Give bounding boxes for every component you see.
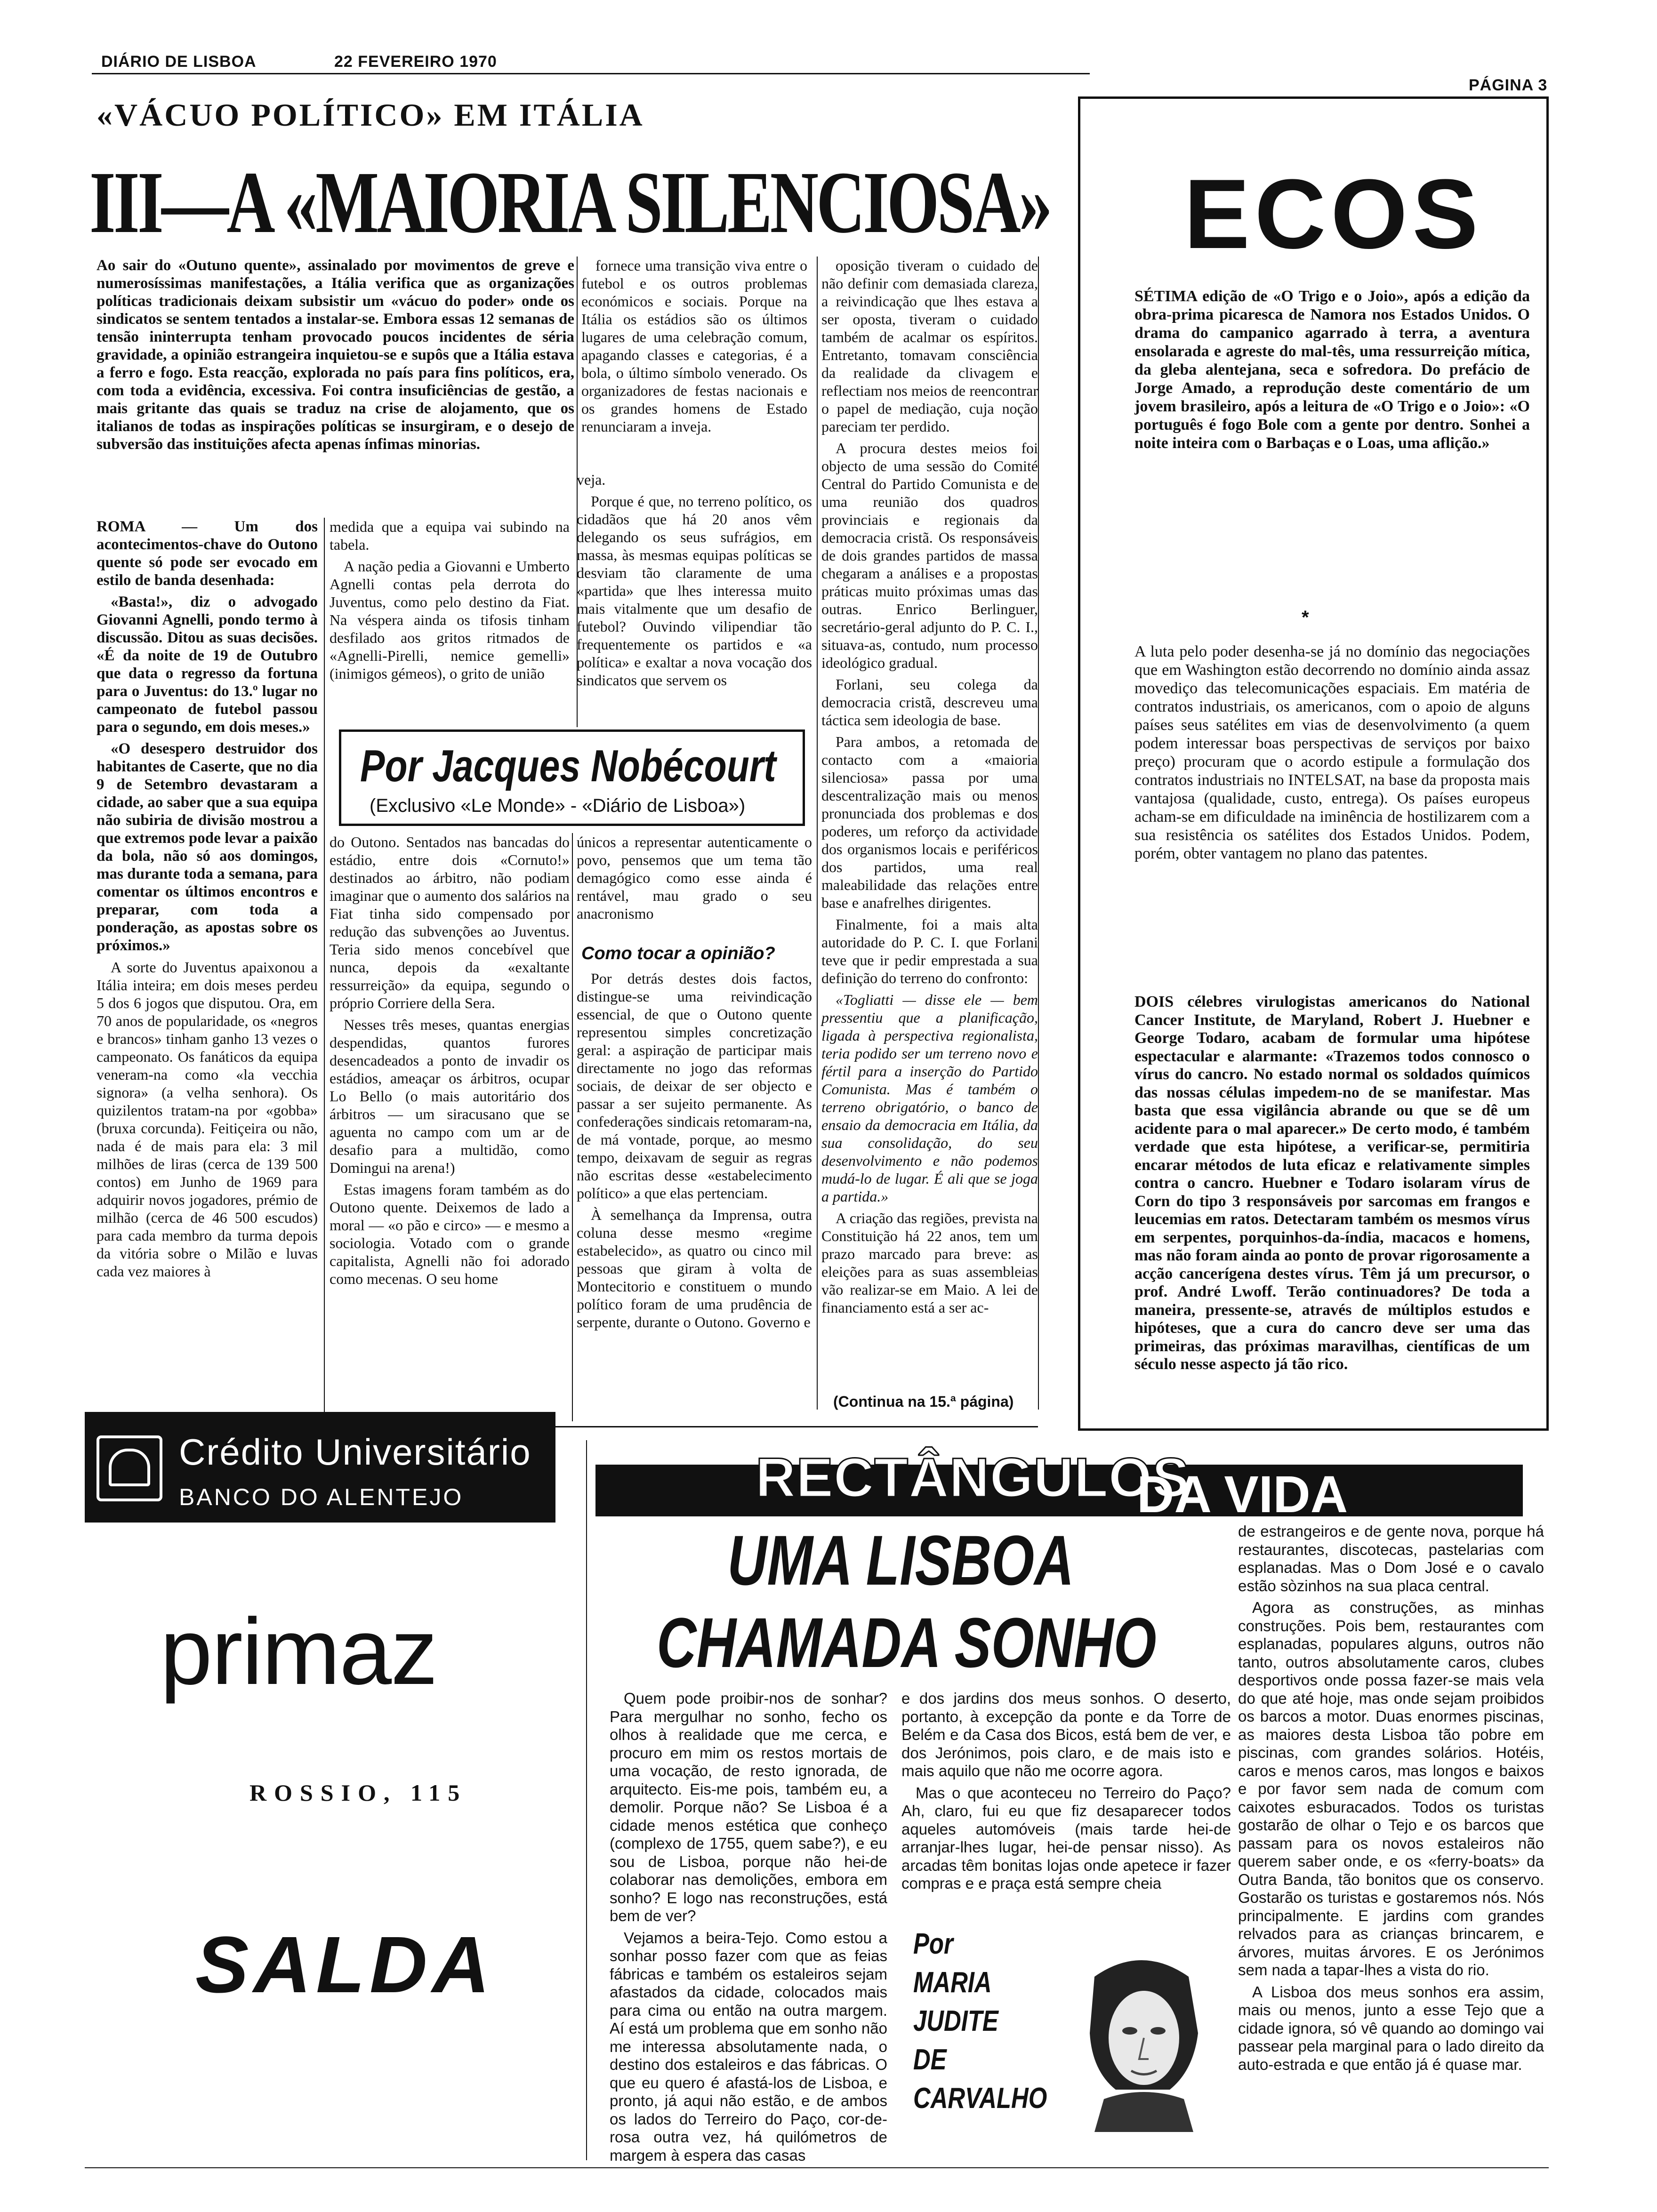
ecos-item-2: A luta pelo poder desenha-se já no domínio das negociações que em Washington estão decorrendo no domínio ainda assaz movediço das telecomunicações espaciais. Em matéria de contratos industriais, os americanos, com o apoio de alguns países seus satélites em vias de desenvolvimento (a quem podem interessar boas perspectivas de serviços por baixo preço) procuram que o acordo estipule a formulação dos contratos industriais no INTELSAT, na base da proposta mais vantajosa (qualidade, custo, entrega). Os países europeus acham-se em dificuldade na iminência de hostilizarem com a sua resistência os satélites dos Estados Unidos. Podem, porém, obter vantagem no plano das patentes. [1134, 643, 1530, 862]
primaz-ad [94, 1534, 565, 2010]
paragraph: veja. [577, 471, 606, 488]
bank-logo-mark [109, 1449, 150, 1486]
paragraph: ROMA — Um dos acontecimentos-chave do Outono quente só pode ser evocado em estilo de banda desenhada: [97, 518, 318, 589]
column-rule [324, 518, 325, 1424]
paragraph: e dos jardins dos meus sonhos. O deserto, portanto, à excepção da ponte e da Torre de Belém e da Casa dos Bicos, está bem de ver, e dos Jerónimos, pois claro, e de mais isto e mais aquilo que não me ocorre agora. [901, 1690, 1231, 1779]
paragraph: Finalmente, foi a mais alta autoridade do P. C. I. que Forlani teve que ir pedir emprestada a sua definição do terreno do confronto: [821, 916, 1038, 986]
paper-name: DIÁRIO DE LISBOA [101, 53, 257, 71]
column-rule [1038, 256, 1039, 1410]
paragraph: A criação das regiões, prevista na Constituição há 22 anos, tem um prazo marcado para breve: as eleições para as suas assembleias vão realizar-se em Maio. A lei de financiamento está a ser ac- [821, 1210, 1038, 1316]
star-separator: * [1302, 607, 1309, 628]
byline-line: CARVALHO [913, 2082, 1047, 2115]
section-subhead: Como tocar a opinião? [581, 944, 775, 963]
paragraph: Porque é que, no terreno político, os cidadãos que há 20 anos vêm delegando os seus sufrágios, em massa, às mesmas equipas políticas se desviam tão claramente de uma «partida» que lhes interessa muito mais vitalmente que um desafio de futebol? Ouvindo vilipendiar tão frequentemente os partidos e «a política» e exaltar a nova vocação dos sindicatos que servem os [577, 493, 812, 689]
paragraph: Estas imagens foram também as do Outono quente. Deixemos de lado a moral — «o pão e circo» — e mesmo a sociologia. Votado com o grande capitalista, Agnelli não foi adorado como mecenas. O seu home [330, 1181, 570, 1287]
ad-divider [586, 1440, 587, 2160]
page-bottom-rule [85, 2167, 1549, 2168]
rect-byline [913, 1925, 1047, 2118]
paragraph: Vejamos a beira-Tejo. Como estou a sonhar posso fazer com que as feias fábricas e também os estaleiros sejam afastados da cidade, colocados mais para cima ou então na outra margem. Aí está um problema que em sonho não me interessa absolutamente nada, o destino dos estaleiros e das fábricas. O que eu quero é afastá-los de Lisboa, e pronto, já aqui não estão, e de ambos os lados do Terreiro do Paço, cor-de-rosa outra vez, há quilómetros de margem à espera das casas [610, 1929, 887, 2164]
paragraph: «Basta!», diz o advogado Giovanni Agnelli, pondo termo à discussão. Ditou as suas decisões. «É da noite de 19 de Outubro que data o regresso da fortuna para o Juventus: do 13.º lugar no campeonato de futebol passou para o segundo, em dois meses.» [97, 593, 318, 736]
bank-slogan: Crédito Universitário [179, 1431, 531, 1473]
article-title: III—A «MAIORIA SILENCIOSA» [89, 153, 1051, 251]
byline-line: MARIA [913, 1966, 992, 1999]
ecos-item-3: DOIS célebres virulogistas americanos do National Cancer Institute, de Maryland, Robert J. Huebner e George Todaro, acabam de formular uma hipótese espectacular e alarmante: «Trazemos todos connosco o vírus do cancro. No estado normal os soldados químicos das nossas células impedem-no de se manifestar. Mas basta que essa vigilância abrande ou que se dê um acidente para o mal aparecer.» De certo modo, é também verdade que esta hipótese, a verificar-se, permitiria encarar métodos de luta eficaz e relativamente simples contra o cancro. Huebner e Todaro isolaram vírus de Corn do tipo 3 responsáveis por sarcomas em frangos e leucemias em ratos. Detectaram também os mesmos vírus em serpentes, porquinhos-da-índia, macacos e homens, mas não foram ainda ao ponto de provar rigorosamente a acção cancerígena destes vírus. Têm já um precursor, o prof. André Lwoff. Terão continuadores? De toda a maneira, pressente-se, através de múltiplos estudos e hipóteses, que a cura do cancro deve ser uma das primeiras, das próximas maravilhas, científicas de um século nesse aspecto já tão rico. [1134, 993, 1530, 1373]
rect-column-1 [610, 1690, 887, 2164]
paragraph: do Outono. Sentados nas bancadas do estádio, entre dois «Cornuto!» destinados ao árbitro, não podiam imaginar que o aumento dos salários na Fiat tinha sido compensado por redução das subvenções ao Juventus. Teria sido menos concebível que nunca, depois da «exaltante ressurreição» da equipa, segundo o próprio Corriere della Sera. [330, 834, 570, 1011]
paragraph: medida que a equipa vai subindo na tabela. [330, 518, 570, 553]
byline-line: JUDITE [913, 2005, 998, 2037]
rect-column-3 [1238, 1523, 1544, 2163]
ecos-box [1078, 96, 1549, 1431]
paragraph: A procura destes meios foi objecto de uma sessão do Comité Central do Partido Comunista e de uma reunião dos quadros provinciais e regionais da democracia cristã. Os responsáveis de dois grandes partidos de massa chegaram a análises e a propostas práticas muito próximas umas das outras. Enrico Berlinguer, secretário-geral adjunto do P. C. I., situava-as, contudo, num processo ideológico gradual. [821, 440, 1038, 671]
rect-title-2: CHAMADA SONHO [657, 1603, 1157, 1682]
paragraph: Forlani, seu colega da democracia cristã, descreveu uma táctica sem ideologia de base. [821, 676, 1038, 729]
paragraph: Nesses três meses, quantas energias despendidas, quantos furores desencadeados a ponto de invadir os estádios, ameaçar os árbitros, ocupar Lo Bello (o mais autoritário dos árbitros — um siracusano que se aguenta no campo com um ar de desafio para a multidão, como Domingui na arena!) [330, 1016, 570, 1176]
ecos-item-1: SÉTIMA edição de «O Trigo e o Joio», após a edição da obra-prima picaresca de Namora nos Estados Unidos. O drama do campanico agarrado à terra, a aventura ensolarada e agreste do mal-tês, uma ressurreição mítica, da gleba alentejana, seca e sofredora. Do prefácio de Jorge Amado, a reprodução deste comentário de um jovem brasileiro, após a leitura de «O Trigo e o Joio»: «O português é fogo Bole com a gente por dentro. Sonhei a noite inteira com o Barbaças e o Loas, uma aflição.» [1134, 288, 1530, 452]
page-number: PÁGINA 3 [1469, 76, 1548, 94]
article-column-2-mid [330, 518, 570, 725]
paragraph: Por detrás destes dois factos, distingue-se uma reivindicação essencial, de que o Outono quente representou simples concretização geral: a aspiração de participar mais directamente no jogo das reformas sociais, de deixar de ser objecto e passar a ser sujeito permanente. As confederações sindicais retomaram-na, de má vontade, porque, ao mesmo tempo, deixavam de seguir as regras não escritas desse «estabelecimento político» a que elas pertenciam. [577, 970, 812, 1202]
article-column-3-end [577, 970, 812, 1421]
primaz-brand: primaz [160, 1599, 437, 1704]
paragraph: Agora as construções, as minhas construções. Pois bem, restaurantes com esplanadas, populares alguns, outros não tanto, outros absolutamente caros, clubes desportivos onde possa fazer-se mais vela do que até hoje, mas onde sejam proibidos os barcos a motor. Duas enormes piscinas, as maiores desta Lisboa tão pobre em piscinas, com grandes solários. Hotéis, caros e menos caros, mas longos e baixos e por favor sem nada de comum com caixotes esburacados. Todos os turistas gostarão de olhar o Tejo e os barcos que passam para os novos estaleiros não querem saber onde, e os «ferry-boats» da Outra Banda, tão bonitos que os conservo. Gostarão os turistas e gostaremos nós. Nós principalmente. E jardins com grandes relvados para as crianças brincarem, e árvores, muitas árvores. E os Jerónimos sem nada a tapar-lhes a vista do rio. [1238, 1599, 1544, 1979]
primaz-address: ROSSIO, 115 [249, 1779, 467, 1806]
paragraph: Mas o que aconteceu no Terreiro do Paço? Ah, claro, fui eu que fiz desaparecer todos aqueles automóveis (mais tarde hei-de arranjar-lhes lugar, hei-de pensar nisso). As arcadas têm bonitas lojas onde apetece ir fazer compras e e praça está sempre cheia [901, 1784, 1231, 1892]
rect-banner [595, 1446, 1523, 1523]
article-column-2-bottom [330, 833, 570, 1421]
rect-banner-right: DA VIDA [1137, 1466, 1348, 1523]
article-column-1 [97, 518, 318, 1424]
paragraph: «Togliatti — disse ele — bem pressentiu que a planificação, ligada à perspectiva regionalista, teria podido ser um terreno novo e fértil para a inserção do Partido Comunista. Mas é também o terreno obrigatório, o banco de ensaio da democracia em Itália, da sua consolidação, do seu desenvolvimento e não podemos mudá-lo de lugar. É ali que se joga a partida.» [821, 991, 1038, 1205]
header-rule [92, 73, 1090, 74]
paragraph: oposição tiveram o cuidado de não definir com demasiada clareza, a reivindicação que lhes estava a ser oposta, tiveram o cuidado também de acalmar os espíritos. Entretanto, tomavam consciência da realidade da clivagem e reflectiam nos meios de reencontrar o papel de mediação, cuja noção pareciam ter perdido. [821, 257, 1038, 435]
paragraph: À semelhança da Imprensa, outra coluna desse mesmo «regime estabelecido», as quatro ou cinco mil pessoas que giram à volta de Montecitorio e constituem o mundo político foram de uma prudência de serpente, durante o Outono. Governo e [577, 1206, 812, 1330]
ecos-title: ECOS [1184, 159, 1483, 269]
rect-column-2 [901, 1690, 1231, 1911]
byline-source: (Exclusivo «Le Monde» - «Diário de Lisboa») [370, 795, 746, 816]
paragraph: Para ambos, a retomada de contacto com a «maioria silenciosa» passa por uma descentralização mais ou menos pronunciada dos problemas e dos poderes, um reforço da actividade dos organismos locais e periféricos dos partidos, uma real maleabilidade das relações entre base e anafrelhes dirigentes. [821, 733, 1038, 911]
byline-author: Por Jacques Nobécourt [360, 741, 776, 791]
byline-line: DE [913, 2044, 947, 2076]
paragraph: «O desespero destruidor dos habitantes de Caserte, que no dia 9 de Setembro devastaram a cidade, ao saber que a sua equipa não subiria de divisão mostrou a que extremos pode levar a paixão da bola, não só aos domingos, mas durante toda a semana, para comentar os últimos encontros e preparar, com toda a ponderação, as apostas sobre os próximos.» [97, 740, 318, 954]
article-column-3-mid [577, 471, 812, 725]
column-rule [817, 256, 818, 1410]
issue-date: 22 FEVEREIRO 1970 [334, 53, 497, 71]
bank-logo [97, 1435, 162, 1501]
byline-box [339, 729, 805, 826]
paragraph: A sorte do Juventus apaixonou a Itália inteira; em dois meses perdeu 5 dos 6 jogos que disputou. Ora, em 70 anos de popularidade, os «negros e brancos» tinham ganho 13 vezes o campeonato. Os fanáticos da equipa veneram-na como «la vecchia signora» (a velha senhora). Os quizilentos tratam-na por «gobba» (bruxa corcunda). Feitiçeira ou não, nada é de mais para ela: 3 mil milhões de liras (cerca de 139 500 contos) em Junho de 1969 para adquirir novos jogadores, prémio de milhão (cerca de 46 500 escudos) para cada membro da turma depois da vitória sobre o Milão e luvas cada vez maiores à [97, 959, 318, 1280]
article-column-3-top [821, 256, 1038, 1316]
paragraph: de estrangeiros e de gente nova, porque há restaurantes, discotecas, pastelarias com esplanadas. Mas o Dom José e o cavalo estão sòzinhos na sua placa central. [1238, 1523, 1544, 1595]
column-rule [572, 833, 573, 1421]
continued-note: (Continua na 15.ª página) [833, 1393, 1014, 1410]
rect-banner-left: RECTÂNGULOS [756, 1447, 1190, 1509]
byline-line: Por [913, 1928, 953, 1960]
paragraph: fornece uma transição viva entre o futebol e os outros problemas económicos e sociais. Porque na Itália os estádios são os últimos lugares de uma celebração comum, apagando classes e categorias, é a bola, o último símbolo venerado. Os organizadores de festas nacionais e os grandes homens de Estado renunciaram a inveja. [581, 257, 807, 435]
bank-banner [85, 1412, 555, 1523]
paragraph: A Lisboa dos meus sonhos era assim, mais ou menos, junto a esse Tejo que a cidade ignora, só vê quando ao domingo vai passear pela marginal para o lado direito da auto-estrada e que então já é quase mar. [1238, 1983, 1544, 2073]
rect-title-1: UMA LISBOA [727, 1521, 1074, 1600]
bank-name: BANCO DO ALENTEJO [179, 1484, 464, 1510]
paragraph: A nação pedia a Giovanni e Umberto Agnelli contas pela derrota do Juventus, como pelo destino da Fiat. Na véspera ainda os tifosis tinham desfilado aos gritos ritmados de «Agnelli-Pirelli, nemice gemelli» (inimigos gémeos), o grito de união [330, 558, 570, 682]
paragraph: Quem pode proibir-nos de sonhar? Para mergulhar no sonho, fecho os olhos à realidade que me cerca, e procuro em mim os restos mortais de uma vocação, de resto ignorada, de arquitecto. Eis-me pois, também eu, a demolir. Porque não? Se Lisboa é a cidade menos estética que conheço (complexo de 1755, quem sabe?), e eu sou de Lisboa, porque não hei-de colaborar nas demolições, embora em sonho? E logo nas reconstruções, está bem de ver? [610, 1690, 887, 1924]
paragraph: únicos a representar autenticamente o povo, pensemos que um tema tão demagógico como esse ainda é rentável, mau grado o seu anacronismo [577, 834, 812, 922]
portrait-image [1076, 1948, 1210, 2132]
article-column-3-bottom [577, 833, 812, 937]
article-lead: Ao sair do «Outuno quente», assinalado por movimentos de greve e numerosíssimas manifestações, a Itália verifica que as organizações políticas tradicionais deixam subsistir um «vácuo do poder» onde os sindicatos se sentem tentados a instalar-se. Embora essas 12 semanas de tensão ininterrupta tenham provocado poucos incidentes de séria gravidade, a opinião estrangeira inquietou-se e supôs que a Itália estava a ferro e fogo. Esta reacção, explorada no país para fins políticos, era, com toda a evidência, excessiva. Foi contra insuficiências de gestão, a mais gritante das quais se traduz na crise de alojamento, que os italianos de todas as inspirações políticas se insurgiram, e o desejo de subversão das instituições afecta apenas ínfimas minorias. [97, 257, 574, 453]
primaz-sale: SALDA [195, 1920, 495, 2010]
author-portrait [1076, 1948, 1210, 2132]
article-kicker: «VÁCUO POLÍTICO» EM ITÁLIA [97, 97, 644, 133]
